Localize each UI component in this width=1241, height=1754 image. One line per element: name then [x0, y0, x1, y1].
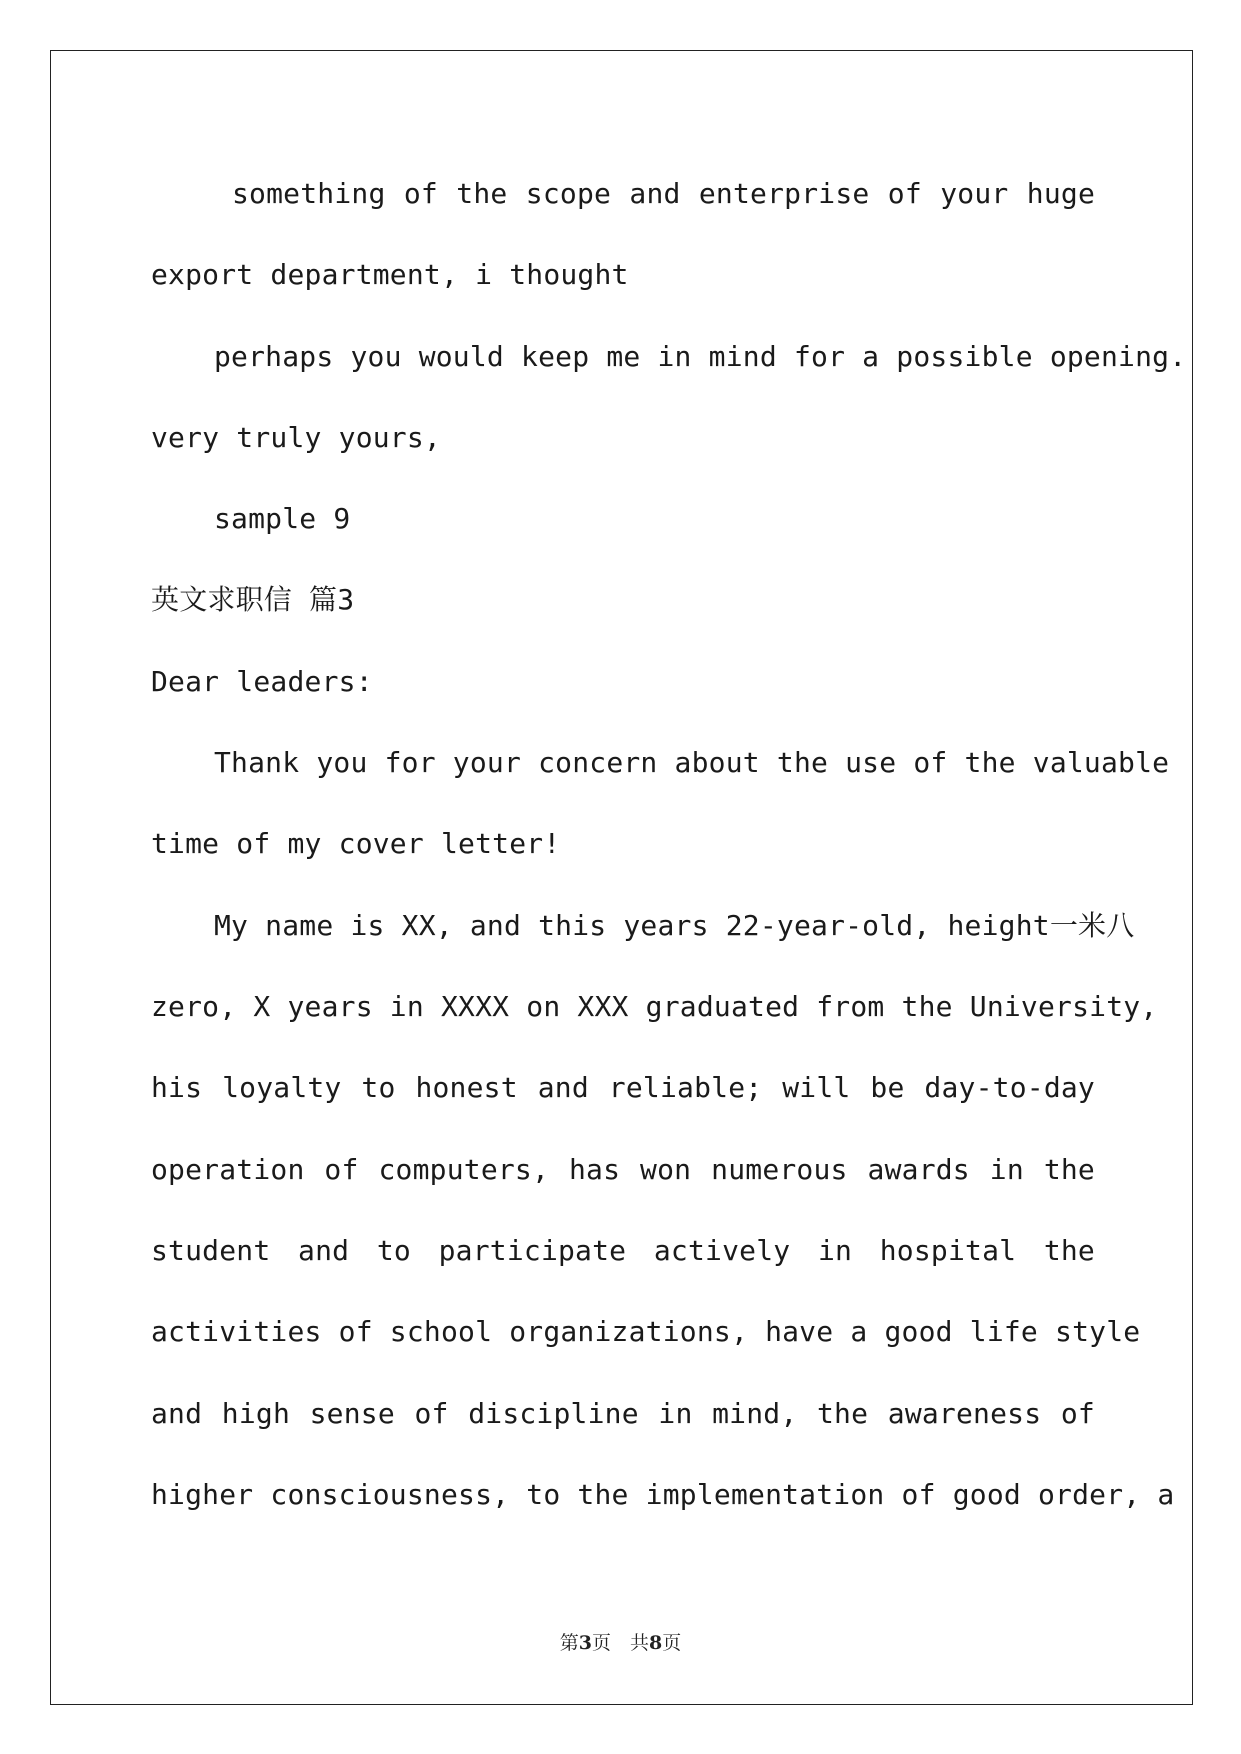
text-line-3: perhaps you would keep me in mind for a possible opening. [214, 340, 1187, 373]
text-line-15: activities of school organizations, have a good life style [151, 1315, 1141, 1348]
text-line-10: My name is XX, and this years 22-year-old, height一米八 [214, 909, 1135, 942]
text-line-2: export department, i thought [151, 258, 629, 291]
text-line-1 [232, 176, 1095, 212]
text-line-17: higher consciousness, to the implementation of good order, a [151, 1478, 1175, 1511]
text-line-16: and high sense of discipline in mind, the awareness of [151, 1397, 1095, 1430]
footer-mid: 页 共 [591, 1632, 649, 1654]
section-heading: 英文求职信 篇3 [151, 583, 355, 616]
text-line-5: sample 9 [214, 502, 351, 535]
page-frame [50, 50, 1193, 1705]
text-line-1-content: something of the scope and enterprise of your huge [232, 177, 1095, 210]
footer-prefix: 第 [559, 1632, 579, 1654]
text-line-9: time of my cover letter! [151, 827, 561, 860]
text-line-14: student and to participate actively in hospital the [151, 1234, 1095, 1267]
footer-total-pages: 8 [649, 1632, 663, 1654]
page-footer [0, 1628, 1241, 1655]
text-line-13: operation of computers, has won numerous awards in the [151, 1153, 1095, 1186]
text-line-11: zero, X years in XXXX on XXX graduated from the University, [151, 990, 1158, 1023]
footer-suffix: 页 [662, 1632, 682, 1654]
text-line-12: his loyalty to honest and reliable; will be day-to-day [151, 1071, 1095, 1104]
text-line-4: very truly yours, [151, 421, 441, 454]
footer-current-page: 3 [578, 1632, 592, 1654]
text-line-8: Thank you for your concern about the use of the valuable [214, 746, 1170, 779]
salutation: Dear leaders: [151, 665, 373, 698]
